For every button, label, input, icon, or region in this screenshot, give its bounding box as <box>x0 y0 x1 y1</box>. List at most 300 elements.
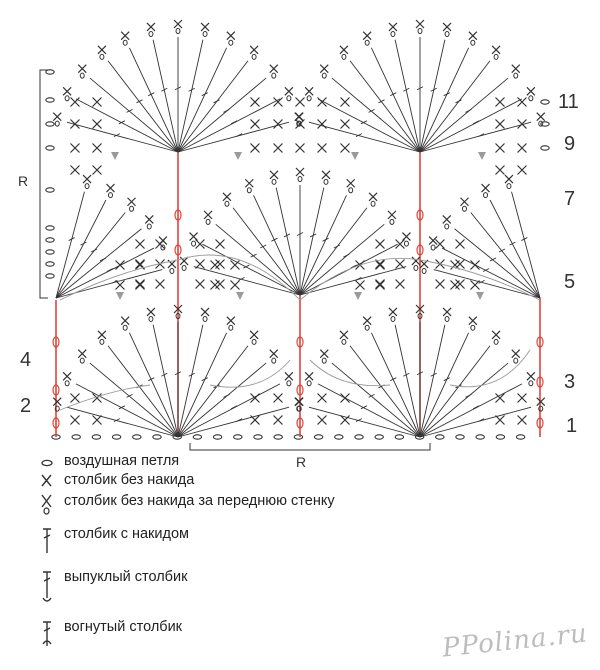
chain-stitch <box>46 250 54 254</box>
single-crochet <box>518 98 527 107</box>
front-loop-mark <box>471 40 475 45</box>
single-crochet <box>492 46 500 54</box>
legend-item-dc <box>40 525 189 565</box>
single-crochet <box>93 416 102 425</box>
single-crochet <box>93 98 102 107</box>
fan-stitch-stem <box>56 229 141 298</box>
chain-stitch <box>46 262 54 266</box>
legend-item-bpdc <box>40 618 182 658</box>
front-loop-mark <box>206 219 210 224</box>
arrow-icon <box>234 152 242 160</box>
fan-stitch-stem <box>56 213 125 298</box>
fan-stitch-stem <box>420 78 508 152</box>
single-crochet <box>147 308 155 316</box>
front-loop-mark <box>494 339 498 344</box>
fan-stitch-bar <box>473 121 479 124</box>
single-crochet <box>63 87 71 95</box>
fan-stitch-stem <box>309 122 420 152</box>
single-crochet <box>492 331 500 339</box>
single-crochet <box>363 317 371 325</box>
single-crochet <box>443 23 451 31</box>
single-crochet <box>71 166 80 175</box>
front-loop-mark <box>252 54 256 59</box>
single-crochet <box>469 32 477 40</box>
front-loop-mark <box>431 245 435 250</box>
front-loop-mark <box>342 339 346 344</box>
chain-stitch <box>294 435 302 439</box>
single-crochet <box>93 120 102 129</box>
single-crochet <box>78 350 86 358</box>
front-loop-mark <box>287 96 291 101</box>
fan-stitch-stem <box>56 192 84 298</box>
row-number-4: 4 <box>20 349 32 371</box>
front-loop-mark <box>529 381 533 386</box>
chain-stitch <box>46 188 54 192</box>
single-crochet <box>227 32 235 40</box>
legend-label-fpdc: выпуклый столбик <box>64 569 188 585</box>
fan-stitch-stem <box>434 270 540 298</box>
single-crochet <box>71 98 80 107</box>
double-crochet-icon <box>40 525 64 565</box>
single-crochet <box>412 257 420 265</box>
front-loop-mark <box>324 179 328 184</box>
fan-stitch-bar <box>107 269 113 272</box>
chain-stitch <box>335 435 343 439</box>
single-crochet <box>318 144 327 153</box>
front-post-double-crochet-icon <box>40 568 64 608</box>
fan-stitch-stem <box>67 407 178 437</box>
single-crochet <box>174 20 182 28</box>
single-crochet <box>78 65 86 73</box>
chain-stitch <box>274 435 282 439</box>
front-loop-mark <box>149 316 153 321</box>
fan-stitch-bar <box>231 121 237 124</box>
single-crochet <box>231 261 240 270</box>
arrow-icon <box>236 292 244 300</box>
chain-stitch <box>541 122 549 126</box>
chain-stitch <box>193 435 201 439</box>
single-crochet <box>250 46 258 54</box>
single-crochet <box>245 179 253 187</box>
front-loop-mark <box>65 381 69 386</box>
fan-stitch-stem <box>490 200 540 298</box>
arrow-icon <box>354 292 362 300</box>
front-loop-mark <box>404 241 408 246</box>
chart-static-layer <box>40 20 549 450</box>
chain-stitch <box>46 122 54 126</box>
single-crochet <box>443 215 451 223</box>
row-number-7: 7 <box>564 188 576 210</box>
chain-stitch <box>234 435 242 439</box>
arrow-icon <box>116 292 124 300</box>
single-crochet <box>416 20 424 28</box>
single-crochet <box>389 23 397 31</box>
front-loop-mark <box>371 201 375 206</box>
single-crochet <box>460 198 468 206</box>
front-loop-mark <box>100 54 104 59</box>
fan-stitch-stem <box>76 99 178 152</box>
single-crochet <box>451 281 460 290</box>
single-crochet <box>456 240 465 249</box>
chain-stitch <box>213 435 221 439</box>
single-crochet <box>270 65 278 73</box>
single-crochet <box>518 166 527 175</box>
single-crochet <box>136 281 145 290</box>
chain-stitch <box>133 435 141 439</box>
chain-stitch <box>375 435 383 439</box>
front-loop-mark <box>322 358 326 363</box>
single-crochet <box>227 317 235 325</box>
single-crochet <box>201 308 209 316</box>
front-loop-mark <box>322 73 326 78</box>
single-crochet <box>471 281 480 290</box>
front-loop-mark <box>203 31 207 36</box>
single-crochet <box>211 261 220 270</box>
fan-stitch-stem <box>318 384 420 437</box>
single-crochet <box>471 261 480 270</box>
fan-stitch-stem <box>56 248 154 298</box>
front-loop-mark <box>272 179 276 184</box>
front-loop-mark <box>247 188 251 193</box>
single-crochet <box>63 372 71 380</box>
front-loop-mark <box>391 316 395 321</box>
single-crochet <box>156 240 165 249</box>
front-loop-mark <box>391 31 395 36</box>
single-crochet <box>512 65 520 73</box>
single-crochet <box>136 240 145 249</box>
single-crochet <box>305 372 313 380</box>
front-loop-mark <box>123 325 127 330</box>
watermark: PPolina.ru <box>440 618 590 664</box>
single-crochet <box>527 372 535 380</box>
chain-stitch <box>541 146 549 150</box>
chain-stitch <box>541 100 549 104</box>
single-crochet <box>295 113 303 121</box>
single-crochet <box>201 23 209 31</box>
front-loop-mark <box>108 193 112 198</box>
single-crochet <box>98 46 106 54</box>
single-crochet <box>128 198 136 206</box>
chain-stitch <box>46 238 54 242</box>
fan-stitch-stem <box>76 384 178 437</box>
front-loop-mark <box>507 184 511 189</box>
chain-stitch <box>456 435 464 439</box>
front-loop-mark <box>65 96 69 101</box>
front-loop-mark <box>225 201 229 206</box>
chain-stitch <box>436 435 444 439</box>
chain-stitch <box>46 146 54 150</box>
legend-label-dc: столбик с накидом <box>64 526 189 542</box>
single-crochet <box>196 280 205 289</box>
single-crochet <box>318 98 327 107</box>
single-crochet <box>156 280 165 289</box>
front-loop-mark <box>445 31 449 36</box>
chain-stitch <box>46 70 54 74</box>
legend-item-fpdc <box>40 568 187 608</box>
chain-stitch <box>46 98 54 102</box>
fan-stitch-stem <box>371 48 420 152</box>
single-crochet <box>145 215 153 223</box>
single-crochet <box>136 280 145 289</box>
fan-stitch-stem <box>178 407 289 437</box>
fan-stitch-stem <box>442 248 540 298</box>
single-crochet <box>396 240 405 249</box>
front-loop-mark <box>342 54 346 59</box>
single-crochet <box>71 416 80 425</box>
front-loop-mark <box>484 193 488 198</box>
repeat-label-bottom: R <box>296 454 307 470</box>
single-crochet <box>340 46 348 54</box>
row-number-11: 11 <box>558 91 579 113</box>
front-loop-mark <box>203 316 207 321</box>
single-crochet <box>204 211 212 219</box>
single-crochet <box>518 144 527 153</box>
fan-stitch-stem <box>309 407 420 437</box>
single-crochet <box>98 331 106 339</box>
single-crochet <box>376 280 385 289</box>
single-crochet <box>270 350 278 358</box>
single-crochet <box>305 87 313 95</box>
legend-label-sc-front: столбик без накида за переднюю стенку <box>64 493 335 509</box>
single-crochet <box>341 394 350 403</box>
single-crochet <box>231 281 240 290</box>
front-loop-mark <box>192 241 196 246</box>
front-loop-mark <box>55 121 59 126</box>
single-crochet <box>469 317 477 325</box>
legend-label-chain: воздушная петля <box>64 453 180 469</box>
fan-stitch-bar <box>473 406 479 409</box>
front-loop-mark <box>147 224 151 229</box>
single-crochet <box>356 281 365 290</box>
front-loop-mark <box>272 73 276 78</box>
single-crochet <box>537 113 545 121</box>
single-crochet <box>196 240 205 249</box>
front-loop-mark <box>149 31 153 36</box>
repeat-label-left: R <box>18 173 29 189</box>
front-loop-mark <box>422 268 426 273</box>
front-loop-mark <box>494 54 498 59</box>
single-crochet <box>402 233 410 241</box>
single-crochet <box>296 168 304 176</box>
single-crochet <box>340 331 348 339</box>
chain-stitch <box>254 435 262 439</box>
chain-arc <box>210 360 290 387</box>
single-crochet <box>396 280 405 289</box>
chain-stitch <box>476 435 484 439</box>
fan-stitch-stem <box>56 200 106 298</box>
fan-stitch-stem <box>178 78 266 152</box>
arrow-icon <box>478 152 486 160</box>
single-crochet <box>347 179 355 187</box>
single-crochet <box>322 171 330 179</box>
fan-stitch-stem <box>318 99 420 152</box>
single-crochet <box>190 233 198 241</box>
single-crochet <box>518 416 527 425</box>
single-crochet <box>527 87 535 95</box>
single-crochet <box>496 144 505 153</box>
front-loop-mark <box>307 381 311 386</box>
chain-stitch <box>72 435 80 439</box>
front-loop-mark <box>170 268 174 273</box>
single-crochet <box>121 317 129 325</box>
single-crochet <box>376 281 385 290</box>
single-crochet <box>93 166 102 175</box>
single-crochet <box>369 193 377 201</box>
chain-stitch <box>516 435 524 439</box>
legend-label-bpdc: вогнутый столбик <box>64 619 183 635</box>
chain-arc <box>60 385 150 410</box>
single-crochet <box>251 120 260 129</box>
front-loop-mark <box>182 265 186 270</box>
fan-stitch-stem <box>455 229 540 298</box>
front-loop-mark <box>287 381 291 386</box>
arrow-icon <box>111 152 119 160</box>
single-crochet <box>341 120 350 129</box>
single-crochet <box>93 144 102 153</box>
front-loop-mark <box>365 40 369 45</box>
single-crochet <box>443 308 451 316</box>
front-loop-mark <box>514 73 518 78</box>
chain-stitch <box>46 226 54 230</box>
single-crochet <box>396 260 405 269</box>
single-crochet <box>274 144 283 153</box>
single-crochet <box>482 184 490 192</box>
fan-stitch-stem <box>194 267 300 295</box>
legend-label-sc: столбик без накида <box>64 472 195 488</box>
front-loop-mark <box>414 265 418 270</box>
single-crochet <box>147 23 155 31</box>
single-crochet <box>296 144 305 153</box>
fan-stitch-stem <box>178 99 280 152</box>
front-loop-mark <box>176 29 180 34</box>
single-crochet <box>251 144 260 153</box>
fan-stitch-stem <box>420 99 522 152</box>
single-crochet <box>251 416 260 425</box>
chain-stitch <box>112 435 120 439</box>
single-crochet <box>518 394 527 403</box>
front-loop-mark <box>471 325 475 330</box>
single-crochet <box>496 120 505 129</box>
row-number-9: 9 <box>564 133 576 155</box>
chain-stitch <box>92 435 100 439</box>
fan-stitch-stem <box>178 122 289 152</box>
row-number-5: 5 <box>564 271 576 293</box>
single-crochet <box>376 240 385 249</box>
single-crochet <box>251 394 260 403</box>
single-crochet <box>53 113 61 121</box>
front-loop-mark <box>307 96 311 101</box>
single-crochet <box>53 398 61 406</box>
single-crochet <box>318 416 327 425</box>
single-crochet <box>71 144 80 153</box>
front-loop-mark <box>298 177 302 182</box>
fan-stitch-bar <box>231 406 237 409</box>
fan-stitch-stem <box>420 407 531 437</box>
single-crochet <box>116 261 125 270</box>
single-crochet <box>251 98 260 107</box>
single-crochet <box>136 260 145 269</box>
single-crochet <box>121 32 129 40</box>
single-crochet <box>285 372 293 380</box>
single-crochet <box>363 32 371 40</box>
single-crochet <box>320 65 328 73</box>
arrow-icon <box>476 292 484 300</box>
single-crochet <box>318 120 327 129</box>
single-crochet <box>250 331 258 339</box>
single-crochet <box>83 175 91 183</box>
front-loop-mark <box>462 206 466 211</box>
single-crochet <box>318 394 327 403</box>
fan-stitch-stem <box>471 213 540 298</box>
front-loop-mark <box>418 29 422 34</box>
single-crochet <box>496 166 505 175</box>
single-crochet <box>274 394 283 403</box>
row-number-1: 1 <box>566 415 578 437</box>
front-loop-mark <box>365 325 369 330</box>
fan-stitch-stem <box>371 333 420 437</box>
front-loop-mark <box>100 339 104 344</box>
front-loop-mark <box>514 358 518 363</box>
front-loop-mark <box>349 188 353 193</box>
single-crochet <box>376 261 385 270</box>
single-crochet <box>320 350 328 358</box>
single-crochet <box>223 193 231 201</box>
single-crochet <box>496 416 505 425</box>
single-crochet <box>296 98 305 107</box>
arrow-icon <box>351 152 359 160</box>
single-crochet <box>211 281 220 290</box>
single-crochet <box>196 260 205 269</box>
single-crochet <box>341 144 350 153</box>
front-loop-mark <box>272 358 276 363</box>
repeat-bracket-bottom <box>190 443 430 450</box>
fan-stitch-stem <box>129 48 178 152</box>
fan-stitch-stem <box>129 333 178 437</box>
fan-stitch-stem <box>512 192 540 298</box>
fan-stitch-stem <box>420 363 508 437</box>
front-loop-mark <box>445 224 449 229</box>
chain-stitch <box>355 435 363 439</box>
front-loop-mark <box>80 73 84 78</box>
single-crochet <box>436 280 445 289</box>
repeat-bracket-left <box>40 70 48 298</box>
single-crochet <box>116 281 125 290</box>
fan-stitch-stem <box>300 224 384 295</box>
back-post-double-crochet-icon <box>40 618 64 658</box>
front-loop-mark <box>252 339 256 344</box>
chain-stitch <box>153 435 161 439</box>
front-loop-mark <box>229 325 233 330</box>
chain-stitch <box>46 274 54 278</box>
single-crochet <box>274 416 283 425</box>
front-loop-mark <box>445 316 449 321</box>
single-crochet <box>388 211 396 219</box>
fan-stitch-stem <box>67 122 178 152</box>
single-crochet <box>106 184 114 192</box>
row-number-3: 3 <box>564 371 576 393</box>
fan-stitch-stem <box>300 267 406 295</box>
single-crochet <box>496 98 505 107</box>
single-crochet <box>389 308 397 316</box>
single-crochet <box>285 87 293 95</box>
fan-stitch-stem <box>178 384 280 437</box>
front-loop-mark <box>130 206 134 211</box>
front-loop-mark <box>529 96 533 101</box>
single-crochet <box>270 171 278 179</box>
front-loop-mark <box>229 40 233 45</box>
fan-stitch-stem <box>420 384 522 437</box>
front-loop-mark <box>390 219 394 224</box>
